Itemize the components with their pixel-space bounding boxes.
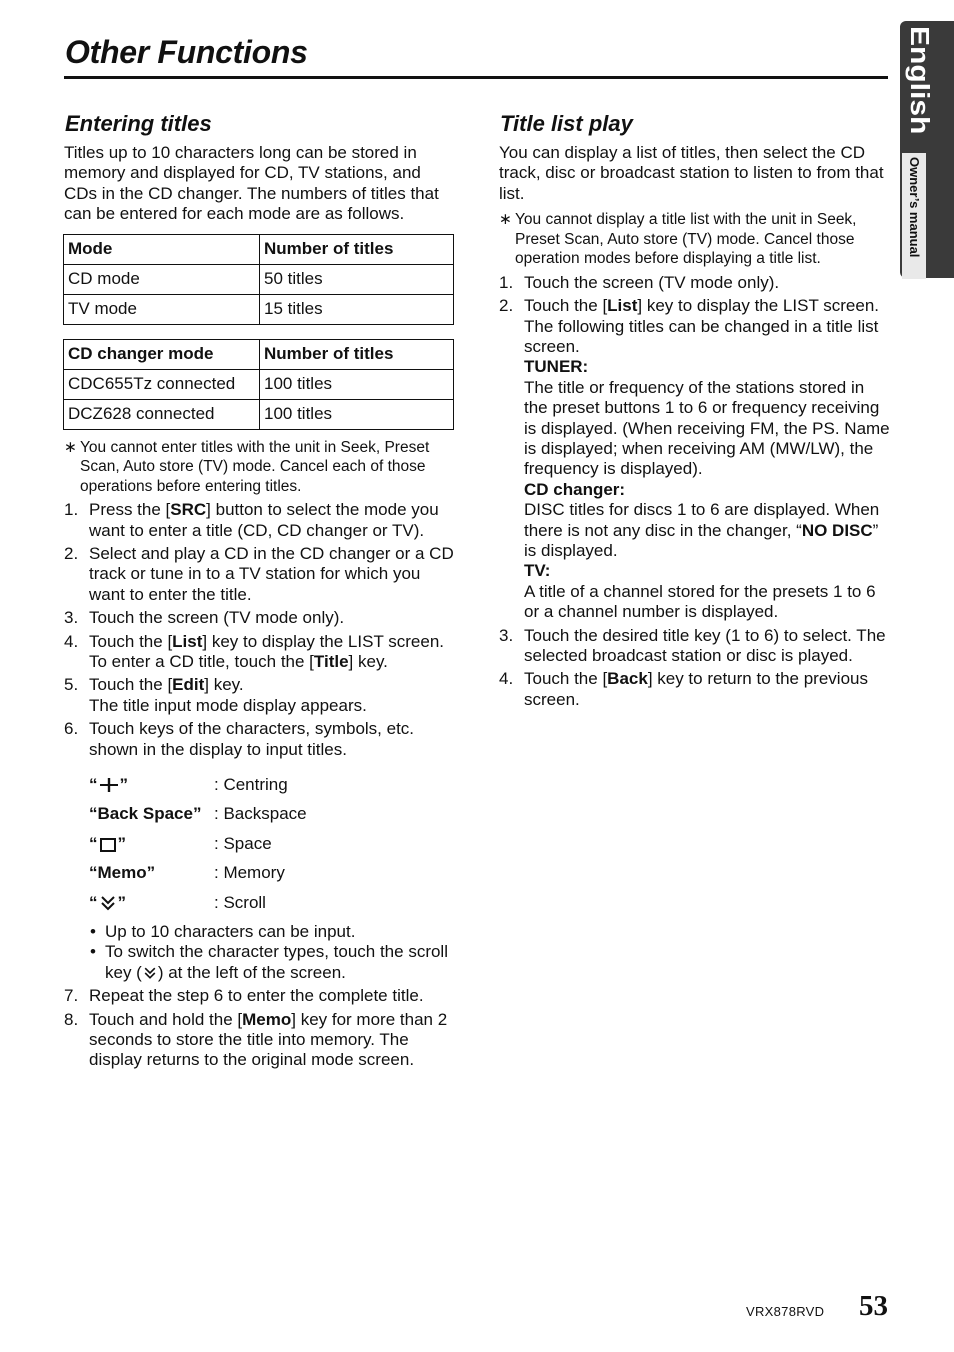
bullet-mark: • [90, 921, 96, 941]
step-text: Touch and hold the [ [89, 1009, 243, 1029]
step-item [63, 544, 455, 605]
step-item [63, 1010, 455, 1071]
step-text: ] button to select the mode you want to enter a title (CD, CD changer or TV). [89, 500, 439, 540]
model-number: VRX878RVD [746, 1304, 825, 1319]
tv-label: TV: [524, 561, 551, 581]
step-text: ] key. [348, 651, 388, 671]
centring-icon [98, 776, 120, 794]
tv-text: A title of a channel stored for the presets 1 to 6 or a channel number is displayed. [524, 581, 876, 622]
tuner-label: TUNER: [524, 357, 589, 377]
step-item [63, 675, 455, 716]
step-number: 1. [499, 272, 514, 292]
key-description: : Centring [214, 774, 288, 794]
step-text: ] key to display the LIST screen. [637, 296, 879, 316]
quote-open: “ [89, 774, 98, 794]
step-item [63, 632, 455, 673]
language-tab-subtitle: Owner’s manual [902, 153, 926, 279]
table-cell: CDC655Tz connected [64, 369, 260, 399]
table-header-cell: CD changer mode [64, 339, 260, 369]
step-item [63, 719, 455, 983]
note-asterisk: ∗ [499, 211, 512, 229]
language-tab-title: English [904, 26, 933, 135]
step-text: Touch keys of the characters, symbols, etc. shown in the display to input titles. [89, 719, 415, 759]
key-description: : Scroll [214, 892, 266, 912]
cd-changer-titles-table [63, 339, 454, 430]
step-text: The following titles can be changed in a title list screen. [524, 316, 879, 356]
step-number: 4. [64, 631, 79, 651]
section-heading-title-list-play: Title list play [500, 111, 633, 136]
key-description: : Backspace [214, 804, 307, 824]
table-cell: 15 titles [260, 294, 454, 324]
memo-key-label: Memo [242, 1009, 292, 1029]
input-keys-legend [89, 770, 455, 918]
page-title: Other Functions [65, 34, 308, 70]
step-text: The title input mode display appears. [89, 695, 367, 715]
entering-titles-section [63, 110, 455, 1074]
step-text: Touch the [ [89, 675, 173, 695]
step-number: 1. [64, 500, 79, 520]
title-list-play-section [498, 110, 890, 713]
list-key-label: List [607, 296, 638, 316]
key-description: : Memory [214, 863, 285, 883]
table-row [64, 369, 454, 399]
step-text: Touch the desired title key (1 to 6) to select. The selected broadcast station or disc is played. [524, 625, 886, 666]
step-text: Touch the [ [89, 631, 173, 651]
step-item [63, 608, 455, 628]
table-header-cell: Mode [64, 234, 260, 264]
step-text: ] key. [204, 675, 244, 695]
bullet-item [89, 922, 455, 942]
table-header-row [64, 234, 454, 264]
table-cell: 50 titles [260, 264, 454, 294]
language-tab [900, 21, 954, 278]
step-item [498, 273, 890, 293]
step-text: Touch the [ [524, 669, 608, 689]
back-key-label: Back [607, 669, 648, 689]
key-label: “Back Space” [89, 804, 202, 824]
title-list-intro: You can display a list of titles, then select the CD track, disc or broadcast station to listen to from that list. [499, 143, 884, 203]
quote-close: ” [117, 833, 126, 853]
quote-close: ” [119, 774, 128, 794]
step-text: ] key to return to the previous screen. [524, 669, 868, 709]
table-row [64, 264, 454, 294]
edit-key-label: Edit [172, 675, 205, 695]
note-text: You cannot enter titles with the unit in Seek, Preset Scan, Auto store (TV) mode. Cancel each of those operations before entering titles. [80, 438, 430, 495]
tuner-text: The title or frequency of the stations stored in the preset buttons 1 to 6 or frequency receiving is displayed. (When receiving FM, the PS. Name is displayed; when receiving AM (MW/LW), the frequency is displayed). [524, 377, 890, 479]
table-cell: DCZ628 connected [64, 399, 260, 429]
list-key-label: List [172, 631, 203, 651]
key-row-scroll [89, 888, 455, 918]
step-item [498, 669, 890, 710]
step-text: Select and play a CD in the CD changer or a CD track or tune in to a TV station for which you want to enter the title. [89, 543, 454, 604]
table-header-row [64, 339, 454, 369]
key-row-space [89, 829, 455, 859]
title-list-steps [498, 273, 890, 711]
cd-changer-label: CD changer: [524, 479, 626, 499]
step-number: 2. [499, 296, 514, 316]
table-row [64, 294, 454, 324]
space-icon [98, 835, 118, 853]
step-number: 7. [64, 986, 79, 1006]
step-item [498, 296, 890, 623]
step-number: 4. [499, 669, 514, 689]
step-text: Touch the [ [524, 296, 608, 316]
table-cell: 100 titles [260, 399, 454, 429]
section-heading-entering-titles: Entering titles [65, 111, 212, 136]
bullet-mark: • [90, 942, 96, 962]
key-row-backspace [89, 800, 455, 830]
step-text: ] key to display the LIST screen. [202, 631, 444, 651]
step-text: To enter a CD title, touch the [ [89, 651, 314, 671]
entering-titles-intro: Titles up to 10 characters long can be stored in memory and displayed for CD, TV stations, and CDs in the CD changer. The numbers of titles that can be entered for each mode are as follows. [64, 143, 439, 224]
table-cell: TV mode [64, 294, 260, 324]
key-description: : Space [214, 833, 272, 853]
page-number: 53 [859, 1290, 888, 1322]
step-number: 3. [64, 608, 79, 628]
table-row [64, 399, 454, 429]
step-text: Touch the screen (TV mode only). [524, 272, 780, 292]
note-asterisk: ∗ [64, 438, 77, 456]
quote-open: “ [89, 833, 98, 853]
quote-open: “ [89, 892, 98, 912]
step-text: Press the [ [89, 500, 171, 520]
key-row-memo [89, 859, 455, 889]
no-disc-label: NO DISC [801, 520, 873, 540]
src-key-label: SRC [170, 500, 207, 520]
bullet-text: To switch the character types, touch the scroll key ( [105, 942, 448, 982]
step-number: 6. [64, 719, 79, 739]
step-number: 8. [64, 1009, 79, 1029]
title-key-label: Title [313, 651, 349, 671]
entering-titles-note [63, 438, 455, 497]
bullet-item [89, 942, 455, 983]
scroll-icon [142, 965, 158, 981]
step-text: Touch the screen (TV mode only). [89, 608, 345, 628]
step-number: 5. [64, 675, 79, 695]
quote-close: ” [117, 892, 126, 912]
note-text: You cannot display a title list with the unit in Seek, Preset Scan, Auto store (TV) mode. Cancel those operation modes before displaying a title list. [515, 211, 857, 268]
step-text: ] key for more than 2 seconds to store the title into memory. The display returns to the original mode screen. [89, 1009, 448, 1070]
bullet-text: ) at the left of the screen. [157, 962, 346, 982]
entering-titles-steps [63, 500, 455, 1071]
title-rule [64, 76, 888, 79]
step-item [63, 500, 455, 541]
cd-changer-text: DISC titles for discs 1 to 6 are displayed. When there is not any disc in the changer, “ [524, 500, 880, 540]
key-label: “Memo” [89, 863, 156, 883]
step-item [498, 626, 890, 667]
scroll-icon [98, 894, 118, 912]
cd-changer-text: ” is displayed. [524, 520, 879, 560]
step-text: Repeat the step 6 to enter the complete title. [89, 986, 424, 1006]
table-header-cell: Number of titles [260, 234, 454, 264]
step-number: 2. [64, 543, 79, 563]
table-header-cell: Number of titles [260, 339, 454, 369]
mode-titles-table [63, 234, 454, 325]
table-cell: CD mode [64, 264, 260, 294]
step-item [63, 986, 455, 1006]
table-cell: 100 titles [260, 369, 454, 399]
key-row-centring [89, 770, 455, 800]
bullet-text: Up to 10 characters can be input. [105, 921, 356, 941]
step-number: 3. [499, 625, 514, 645]
title-list-note [498, 210, 890, 269]
